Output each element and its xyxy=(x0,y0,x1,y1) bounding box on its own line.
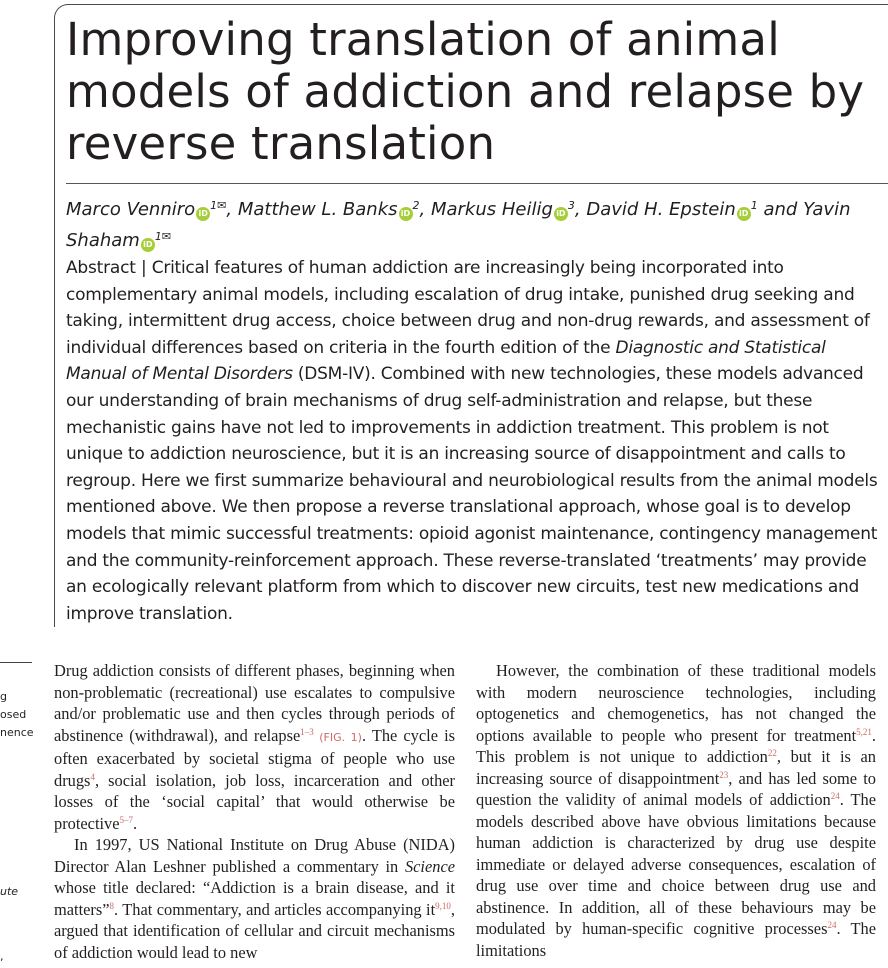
author-name[interactable]: Marco Venniro xyxy=(66,199,196,220)
journal-name: Science xyxy=(404,856,455,876)
body-column-right xyxy=(476,660,876,961)
citation[interactable]: 24 xyxy=(827,920,837,930)
citation[interactable]: 1–3 xyxy=(300,726,314,737)
orcid-icon[interactable]: iD xyxy=(737,207,751,221)
title-rule xyxy=(66,183,888,184)
author-name[interactable]: Markus Heilig xyxy=(430,199,553,220)
abstract-text-2: (DSM-IV). Combined with new technologies, these models advanced our understanding of brain mechanisms of drug self-administration and relapse, but these mechanistic gains have not led to improvements in addiction treatment. This problem is not unique to addiction neuroscience, but it is an increasing source of disappointment and calls to regroup. Here we first summarize behavioural and neurobiological results from the animal models mentioned above. We then propose a reverse translational approach, whose goal is to develop models that mimic successful treatments: opioid agonist maintenance, contingency management and the community-reinforcement approach. These reverse-translated ‘treatments’ may provide an ecologically relevant platform from which to discover new circuits, test new medications and improve translation. xyxy=(66,364,878,624)
orcid-icon[interactable]: iD xyxy=(554,207,568,221)
abstract-manual-title: Diagnostic and Statistical Manual of Mental Disorders xyxy=(66,337,826,385)
abstract xyxy=(66,255,878,627)
glossary-rule xyxy=(0,662,32,663)
glossary-fragment: osed xyxy=(0,708,27,721)
paragraph: In 1997, US National Institute on Drug Abuse (NIDA) Director Alan Leshner published a commentary in Science whose title declared: “Addiction is a brain disease, and it matters”$^8$. That commentary, and articles accompanying it$^{9,10}$, argued that identification of cellular and circuit mechanisms of addiction would lead to new xyxy=(54,835,455,962)
affiliation-mark: 1 xyxy=(210,199,218,212)
citation[interactable]: 8 xyxy=(109,900,115,911)
figure-link[interactable]: (FIG. 1) xyxy=(313,730,362,744)
citation[interactable]: 5,21 xyxy=(856,726,872,737)
author-separator: , xyxy=(226,199,238,220)
author-separator: , xyxy=(419,199,431,220)
citation[interactable]: 4 xyxy=(90,771,95,782)
glossary-fragment: g xyxy=(0,690,7,703)
affiliation-mark: 2 xyxy=(412,199,420,212)
author-name[interactable]: Yavin Shaham xyxy=(66,199,851,251)
abstract-label: Abstract | xyxy=(66,258,152,278)
citation[interactable]: 23 xyxy=(719,769,729,780)
body-column-left xyxy=(54,660,455,963)
author-name[interactable]: David H. Epstein xyxy=(586,199,736,220)
affiliation-mark: 3 xyxy=(567,199,575,212)
author-list xyxy=(66,192,876,254)
citation[interactable]: 9,10 xyxy=(435,900,451,911)
orcid-icon[interactable]: iD xyxy=(399,207,413,221)
affiliation-mark: 1 xyxy=(154,230,162,243)
article-title: Improving translation of animal models of addiction and relapse by reverse translation xyxy=(66,13,865,170)
glossary-fragment: ute xyxy=(0,885,19,898)
citation[interactable]: 24 xyxy=(830,791,840,801)
paragraph: However, the combination of these traditional models with modern neuroscience technologies, including optogenetics and chemogenetics, has not changed the options available to people who present for treatment$^{5,21}$. This problem is not unique to addiction$^{22}$, but it is an increasing source of disappointment$^{23}$, and has led some to question the validity of animal models of addiction$^{24}$. The models described above have obvious limitations because human addiction is characterized by drug use despite immediate or delayed adverse consequences, escalation of drug use over time and choice between drug use and abstinence. In addition, all of these behaviours may be modulated by human-specific cognitive processes$^{24}$. The limitations xyxy=(476,661,876,960)
affiliation-mark: 1 xyxy=(750,199,758,212)
author-separator: , xyxy=(574,199,587,220)
author-conjunction: and xyxy=(763,199,804,220)
author-name[interactable]: Matthew L. Banks xyxy=(237,199,398,220)
paragraph: Drug addiction consists of different phases, beginning when non-problematic (recreational) use escalates to compulsive and/or problematic use and then cycles through periods of abstinence (withdrawal), and relapse$^{1-3}$ (FIG. 1). The cycle is often exacerbated by societal stigma of people who use drugs$^4$, social isolation, job loss, incarceration and other losses of the ‘social capital’ that would otherwise be protective$^{5-7}$. xyxy=(54,661,455,833)
orcid-icon[interactable]: iD xyxy=(141,238,155,252)
citation[interactable]: 5–7 xyxy=(119,814,134,825)
email-icon[interactable]: ✉ xyxy=(161,230,172,243)
orcid-icon[interactable]: iD xyxy=(196,207,210,221)
abstract-text-1: Critical features of human addiction are increasingly being incorporated into complementary animal models, including escalation of drug intake, punished drug seeking and taking, intermittent drug access, choice between drug and non-drug rewards, and assessment of individual differences based on criteria in the fourth edition of the xyxy=(66,258,870,358)
glossary-fragment: , xyxy=(0,950,4,963)
citation[interactable]: 22 xyxy=(767,748,777,758)
glossary-fragment: nence xyxy=(0,726,34,739)
email-icon[interactable]: ✉ xyxy=(217,199,227,212)
